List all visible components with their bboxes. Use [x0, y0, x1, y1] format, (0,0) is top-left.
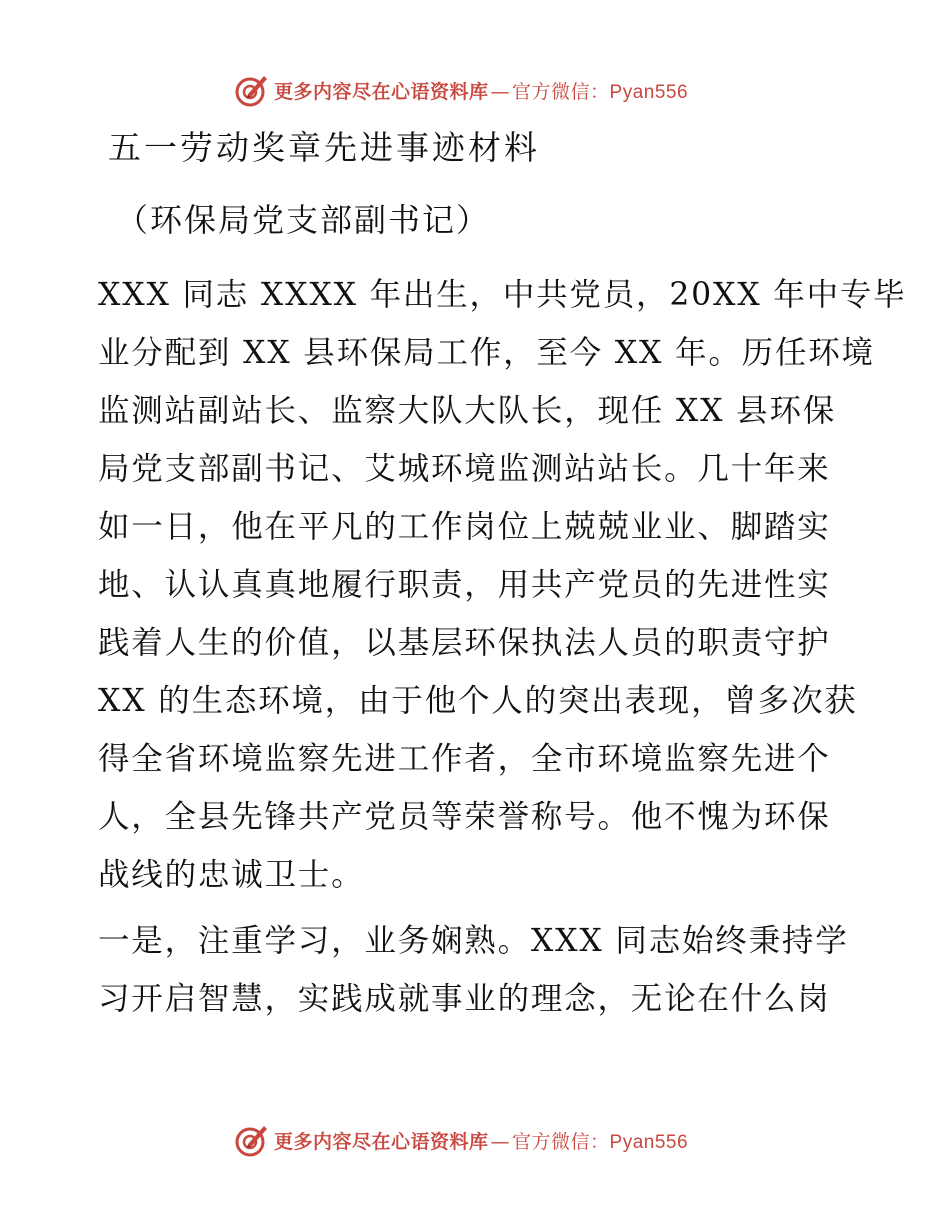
watermark-wechat-id: Pyan556: [609, 1131, 689, 1153]
paragraph-line: 得全省环境监察先进工作者，全市环境监察先进个: [98, 741, 831, 777]
watermark-wechat-id: Pyan556: [609, 81, 689, 103]
watermark-wechat-label: 官方微信：: [512, 80, 610, 103]
watermark-banner-bottom: [234, 1120, 688, 1160]
watermark-main-text: 更多内容尽在心语资料库: [274, 80, 489, 103]
body-paragraph-2: [98, 912, 858, 1028]
paragraph-line: 监测站副站长、监察大队大队长，现任 XX 县环保: [98, 393, 837, 429]
watermark-wechat-label: 官方微信：: [512, 1130, 610, 1153]
document-title: 五一劳动奖章先进事迹材料: [108, 128, 540, 167]
pen-logo-icon: [234, 72, 270, 108]
paragraph-line: 一是，注重学习，业务娴熟。XXX 同志始终秉持学: [98, 923, 849, 959]
body-paragraph-1: [98, 266, 907, 904]
document-subtitle: （环保局党支部副书记）: [116, 201, 491, 239]
paragraph-line: 习开启智慧，实践成就事业的理念，无论在什么岗: [98, 981, 831, 1017]
paragraph-line: 践着人生的价值，以基层环保执法人员的职责守护: [98, 625, 831, 661]
watermark-banner-top: [234, 70, 688, 110]
paragraph-line: 如一日，他在平凡的工作岗位上兢兢业业、脚踏实: [98, 509, 831, 545]
watermark-text: [274, 77, 688, 104]
watermark-text: [274, 1127, 688, 1154]
watermark-dash: —: [490, 80, 511, 103]
paragraph-line: XX 的生态环境，由于他个人的突出表现，曾多次获: [98, 683, 858, 719]
paragraph-line: 地、认认真真地履行职责，用共产党员的先进性实: [98, 567, 831, 603]
pen-logo-icon: [234, 1122, 270, 1158]
watermark-main-text: 更多内容尽在心语资料库: [274, 1130, 489, 1153]
paragraph-line: 战线的忠诚卫士。: [98, 857, 365, 893]
paragraph-line: 人，全县先锋共产党员等荣誉称号。他不愧为环保: [98, 799, 831, 835]
watermark-dash: —: [490, 1130, 511, 1153]
paragraph-line: 局党支部副书记、艾城环境监测站站长。几十年来: [98, 451, 831, 487]
paragraph-line: XXX 同志 XXXX 年出生，中共党员，20XX 年中专毕: [98, 277, 907, 313]
paragraph-line: 业分配到 XX 县环保局工作，至今 XX 年。历任环境: [98, 335, 875, 371]
